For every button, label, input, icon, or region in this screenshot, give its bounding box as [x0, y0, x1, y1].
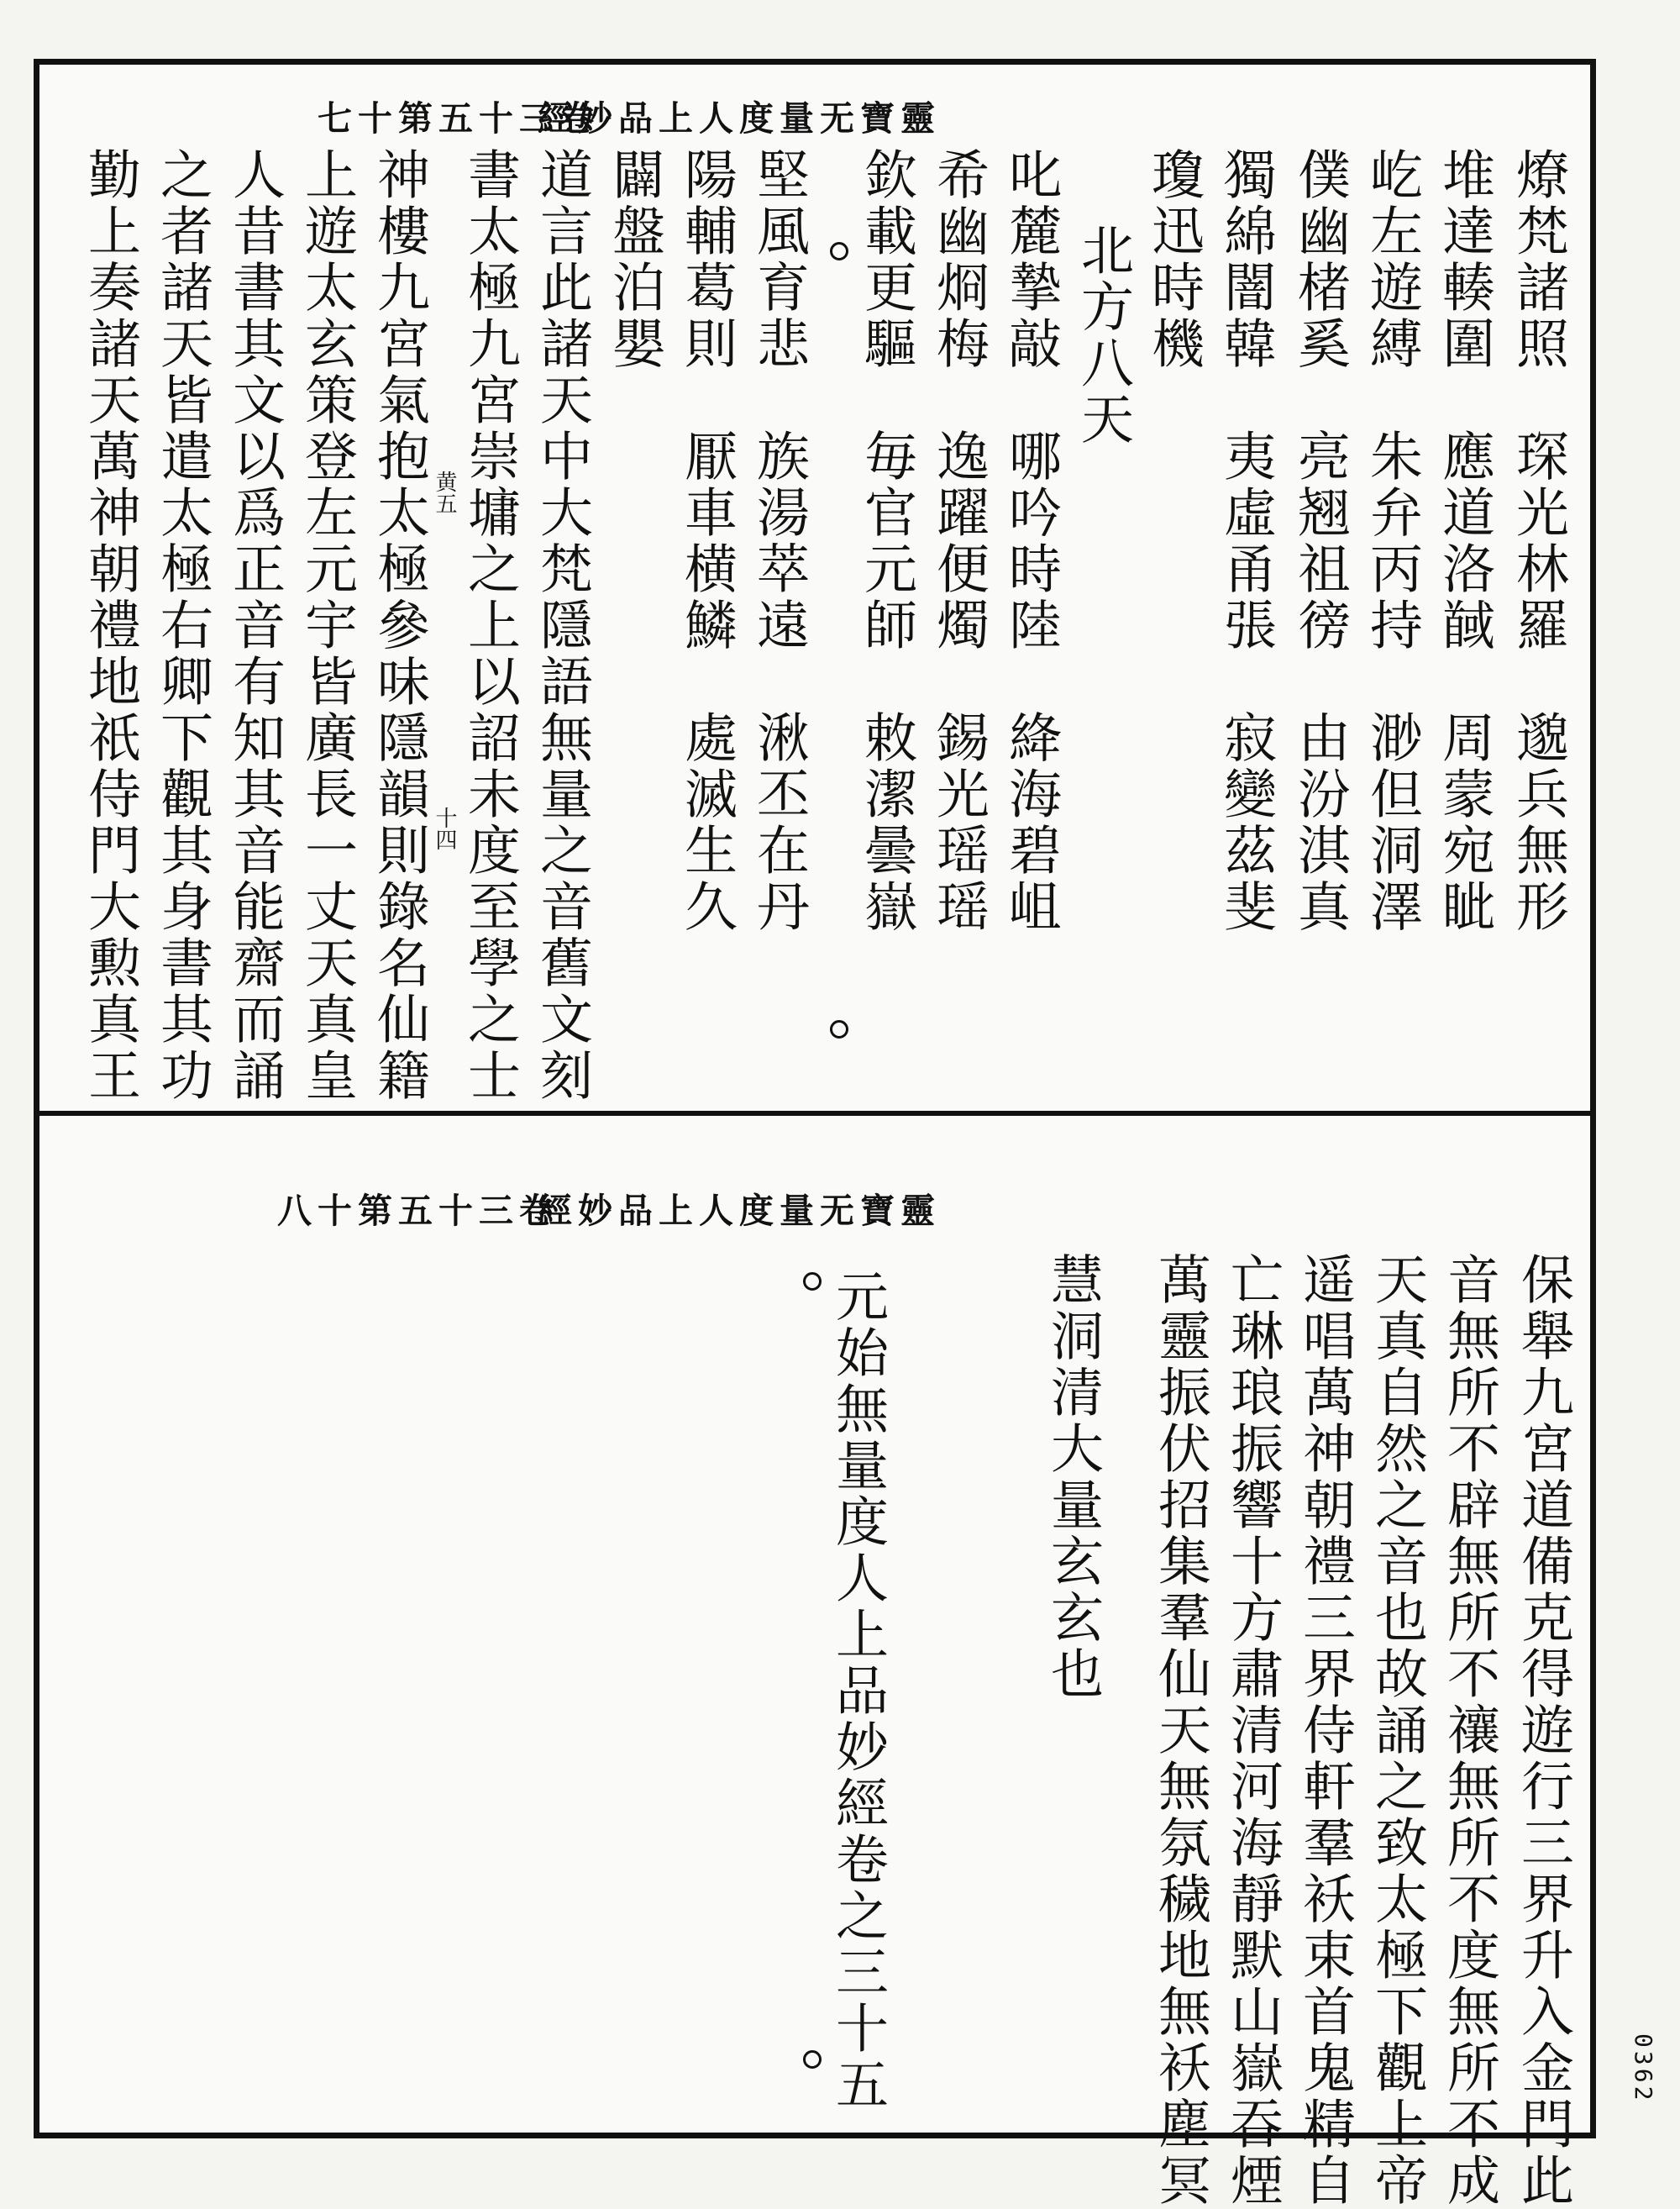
upper-column-16: 神樓九宮氣抱太極參味隱韻則錄名仙籍: [369, 147, 430, 1104]
upper-circle-top: [830, 242, 848, 260]
upper-column-18: 人昔書其文以爲正音有知其音能齋而誦: [224, 147, 286, 1104]
upper-column-1: 燎梵諸照 琛光林羅 邈兵無形: [1508, 147, 1569, 935]
upper-column-9: 希幽烱梅 逸躍便燭 錫光瑶瑶: [928, 147, 990, 935]
upper-column-4: 僕幽楮奚 亮翘祖徬 由汾淇真: [1289, 147, 1351, 935]
lower-column-8: 元始無量度人上品妙經卷之三十五: [827, 1269, 889, 2113]
upper-header-volume: 卷三十五第十七: [318, 98, 600, 139]
upper-note-low: 十四: [432, 807, 457, 850]
upper-column-11: 堅風育悲 族湯萃遠 湫丕在丹: [748, 147, 810, 935]
upper-note-mid: 黄五: [432, 471, 457, 514]
upper-column-8: 叱麓摯敲 哪吟時陸 絳海碧岨: [1000, 147, 1062, 935]
upper-header-volume-wrap: [318, 91, 600, 140]
lower-header: [538, 1183, 941, 1233]
lower-header-title: 靈寶无量度人上品妙經: [538, 1191, 941, 1231]
lower-circle-bottom: [803, 2050, 822, 2069]
upper-column-3: 屹左遊縛 朱弁丙持 渺但洞澤: [1362, 147, 1423, 935]
upper-column-5: 獨綿闇韓 夷虛甬張 寂變茲斐: [1215, 147, 1277, 935]
lower-column-1: 保舉九宮道備克得遊行三界升入金門此: [1513, 1252, 1574, 2209]
lower-header-volume-wrap: [277, 1183, 559, 1233]
upper-column-2: 堆達輳圍 應道洛馘 周蒙宛眦: [1434, 147, 1495, 935]
upper-column-20: 勤上奏諸天萬神朝禮地祇侍門大勲真王: [80, 147, 141, 1104]
upper-column-7: 北方八天: [1073, 223, 1134, 448]
lower-column-5: 亡琳琅振響十方肅清河海靜默山嶽吞煙: [1222, 1252, 1284, 2209]
upper-column-6: 瓊迅時機: [1143, 147, 1205, 372]
page-divider: [34, 1111, 1596, 1116]
lower-circle-top: [803, 1272, 822, 1291]
lower-column-3: 天真自然之音也故誦之致太極下觀上帝: [1367, 1252, 1428, 2209]
lower-column-7: 慧洞清大量玄玄也: [1042, 1252, 1104, 1702]
lower-column-2: 音無所不辟無所不禳無所不度無所不成: [1439, 1252, 1500, 2209]
lower-column-4: 遥唱萬神朝禮三界侍軒羣袄束首鬼精自: [1294, 1252, 1356, 2209]
upper-column-17: 上遊太玄策登左元宇皆廣長一丈天真皇: [297, 147, 358, 1104]
upper-circle-bottom: [830, 1020, 848, 1039]
upper-column-13: 闢盤泊嬰: [604, 147, 665, 372]
lower-column-6: 萬靈振伏招集羣仙天無氛穢地無袄塵冥: [1150, 1252, 1211, 2209]
upper-column-19: 之者諸天皆遣太極右卿下觀其身書其功: [152, 147, 213, 1104]
upper-header-title: 靈寶无量度人上品妙經: [538, 98, 941, 139]
lower-header-volume: 卷三十五第十八: [277, 1191, 559, 1231]
upper-column-12: 陽輔葛則 厭車横鱗 處滅生久: [676, 147, 738, 935]
page-number: 0362: [1630, 2033, 1657, 2104]
upper-column-14: 道言此諸天中大梵隱語無量之音舊文刻: [532, 147, 593, 1104]
upper-column-15: 書太極九宮崇墉之上以詔未度至學之士: [459, 147, 521, 1104]
upper-column-10: 欽載更驅 毎官元師 敕潔曇嶽: [856, 147, 917, 935]
